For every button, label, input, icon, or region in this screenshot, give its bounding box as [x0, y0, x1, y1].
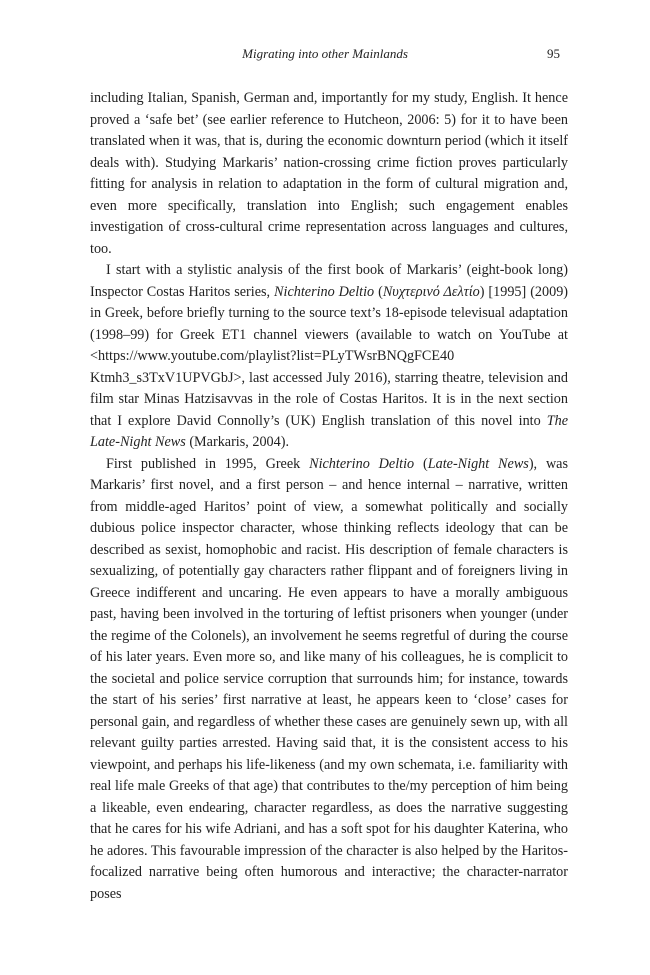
paragraph-1 [90, 88, 568, 260]
book-title-greek-transliterated: Nichterino Deltio [309, 455, 415, 472]
paragraph-text: including Italian, Spanish, German and, importantly for my study, English. It hence proved a ‘safe bet’ (see earlier reference to Hutcheon, 2006: 5) for it to have been translated when it was, that is, during the economic downturn period (which it itself deals with). Studying Markaris’ nation-crossing crime fiction proves particularly fitting for analysis in relation to adaptation in the form of cultural migration and, even more specifically, translation into English; such engagement enables investigation of cross-cultural crime representation across languages and cultures, too. [90, 90, 568, 257]
book-title-greek-transliterated: Nichterino Deltio [274, 283, 375, 300]
running-title: Migrating into other Mainlands [242, 46, 408, 61]
book-title-greek: Νυχτερινό Δελτίο [382, 283, 480, 300]
paragraph-text: ) [1995] (2009) in Greek, before briefly turning to the source text’s 18-episode televisual adaptation (1998–99) for Greek ET1 channel viewers (available to watch on YouTube at <https://www.youtube.com/playlist?list=PLyTWsrBNQgFCE40 Ktmh3_s3TxV1UPVGbJ>, last accessed July 2016), starring theatre, television and film star Minas Hatzisavvas in the role of Costas Haritos. It is in the next section that I explore David Connolly’s (UK) English translation of this novel into [90, 283, 569, 429]
paragraph-text: First published in 1995, Greek [106, 455, 310, 472]
page-number: 95 [547, 46, 560, 61]
paragraph-text: ( [374, 283, 383, 300]
paragraph-3 [90, 454, 568, 906]
book-title-english: The Late-Night News [90, 412, 568, 450]
paragraph-text: (Markaris, 2004). [185, 434, 290, 450]
body-text [90, 88, 568, 905]
paragraph-text: ), was Markaris’ first novel, and a first person – and hence internal – narrative, written from middle-aged Haritos’ point of view, a somewhat politically and socially dubious police inspector character, whose thinking reflects ideology that can be described as sexist, homophobic and racist. His description of female characters is sexualizing, of potentially gay characters rather flippant and of foreigners living in Greece indifferent and uncaring. He even appears to have a morally ambiguous past, having been involved in the torturing of leftist prisoners when younger (under the regime of the Colonels), an involvement he seems regretful of during the course of his later years. Even more so, and like many of his colleagues, he is complicit to the societal and police service corruption that surrounds him; for instance, towards the start of his series’ first narrative at least, he appears keen to ‘close’ cases for personal gain, and regardless of whether these cases are genuinely sewn up, with all relevant guilty parties arrested. Having said that, it is the consistent access to his viewpoint, and perhaps his life-likeness (and my own schemata, i.e. familiarity with real life male Greeks of that age) that contributes to the/my perception of him being a likeable, even endearing, character regardless, as does the narrative suggesting that he cares for his wife Adriani, and has a soft spot for his daughter Katerina, who he adores. This favourable impression of the character is also helped by the Haritos-focalized narrative being often humorous and interactive; the character-narrator poses [90, 455, 569, 902]
book-title-english-short: Late-Night News [427, 455, 529, 472]
paragraph-text: I start with a stylistic analysis of the first book of Markaris’ (eight-book long) Inspector Costas Haritos series, [90, 262, 568, 300]
running-head [90, 44, 560, 64]
paragraph-text: ( [414, 455, 428, 472]
paragraph-2 [90, 260, 568, 454]
